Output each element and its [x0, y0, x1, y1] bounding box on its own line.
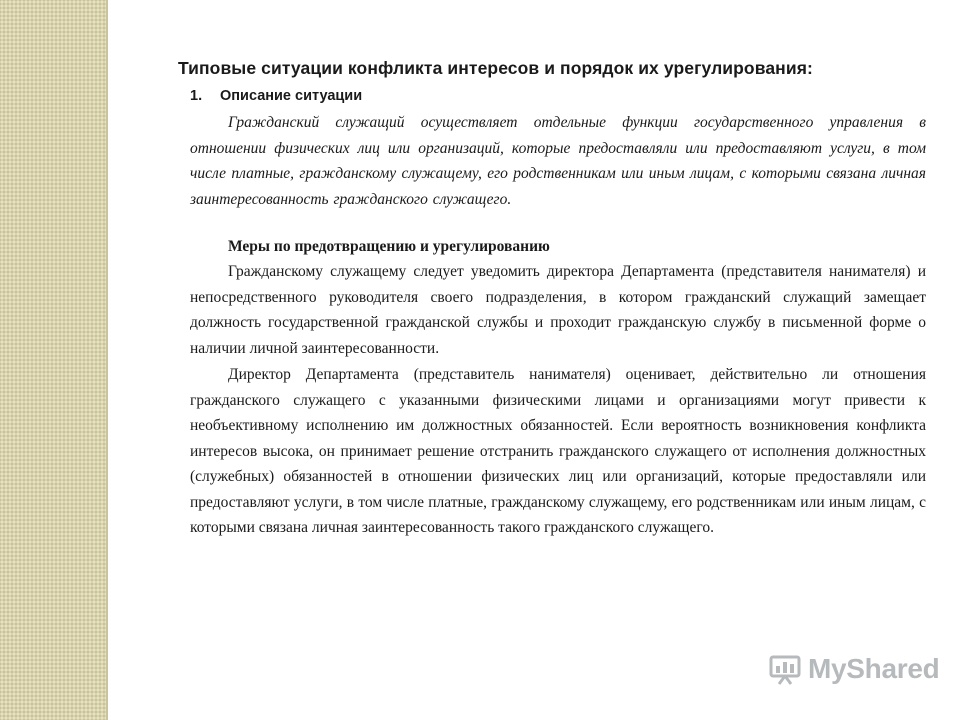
measures-heading: Меры по предотвращению и урегулированию	[228, 238, 550, 255]
item-heading-label: Описание ситуации	[220, 88, 363, 104]
item-heading	[190, 86, 926, 106]
document-title: Типовые ситуации конфликта интересов и порядок их урегулирования:	[178, 58, 813, 78]
presentation-board-icon	[768, 652, 802, 686]
watermark-text: MyShared	[808, 653, 940, 684]
document-content	[178, 56, 926, 541]
myshared-watermark	[768, 652, 939, 686]
situation-description: Гражданский служащий осуществляет отдельные функции государственного управления в отношении физических лиц или организаций, которые предоставляли или предоставляют услуги, в том числе платные, гражданскому служащему, его родственникам или иным лицам, с которыми связана личная заинтересованность гражданского служащего.	[190, 114, 926, 208]
decorative-sidebar	[0, 0, 106, 720]
item-number: 1.	[190, 88, 203, 104]
measures-paragraph-1: Гражданскому служащему следует уведомить директора Департамента (представителя нанимателя) и непосредственного руководителя своего подразделения, в котором гражданский служащий замещает должность государственной гражданской службы и проходит гражданскую службу в письменной форме о наличии личной заинтересованности.	[190, 263, 926, 357]
sidebar-divider	[106, 0, 108, 720]
measures-paragraph-2: Директор Департамента (представитель нанимателя) оценивает, действительно ли отношения гражданского служащего с указанными физическими лицами и организациями могут привести к необъективному исполнению им должностных обязанностей. Если вероятность возникновения конфликта интересов высока, он принимает решение отстранить гражданского служащего от исполнения должностных (служебных) обязанностей в отношении физических лиц или организаций, которые предоставляли или предоставляют услуги, в том числе платные, гражданскому служащему, его родственникам или иным лицам, с которыми связана личная заинтересованность такого гражданского служащего.	[190, 366, 926, 536]
